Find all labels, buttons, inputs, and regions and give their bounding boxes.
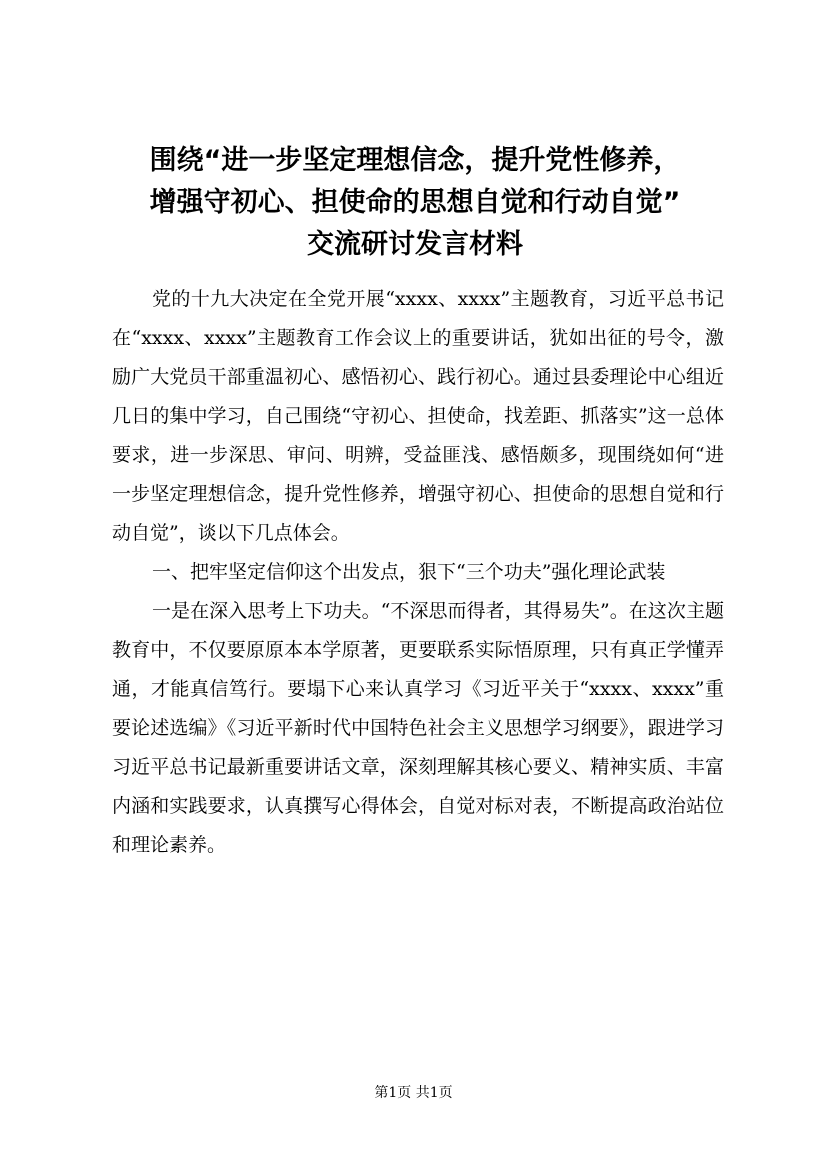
paragraph-intro: 党的十九大决定在全党开展“xxxx、xxxx”主题教育，习近平总书记在“xxxx、xxxx”主题教育工作会议上的重要讲话，犹如出征的号令，激励广大党员干部重温初心、感悟初心、践行初心。通过县委理论中心组近几日的集中学习，自己围绕“守初心、担使命，找差距、抓落实”这一总体要求，进一步深思、审问、明辨，受益匪浅、感悟颇多，现围绕如何“进一步坚定理想信念，提升党性修养，增强守初心、担使命的思想自觉和行动自觉”，谈以下几点体会。 [112,288,724,544]
title-line-2: 增强守初心、担使命的思想自觉和行动自觉” [149,187,681,218]
document-title [90,140,740,266]
section-heading-1: 一、把牢坚定信仰这个出发点，狠下“三个功夫”强化理论武装 [152,561,666,583]
page-footer: 第1页 共1页 [374,1085,453,1101]
document-body [112,280,724,865]
title-line-3: 交流研讨发言材料 [307,229,523,260]
title-line-1: 围绕“进一步坚定理想信念，提升党性修养， [149,145,681,176]
paragraph-point-1: 一是在深入思考上下功夫。“不深思而得者，其得易失”。在这次主题教育中，不仅要原原本本学原著，更要联系实际悟原理，只有真正学懂弄通，才能真信笃行。要塌下心来认真学习《习近平关于“xxxx、xxxx”重要论述选编》《习近平新时代中国特色社会主义思想学习纲要》，跟进学习习近平总书记最新重要讲话文章，深刻理解其核心要义、精神实质、丰富内涵和实践要求，认真撰写心得体会，自觉对标对表，不断提高政治站位和理论素养。 [112,600,724,856]
